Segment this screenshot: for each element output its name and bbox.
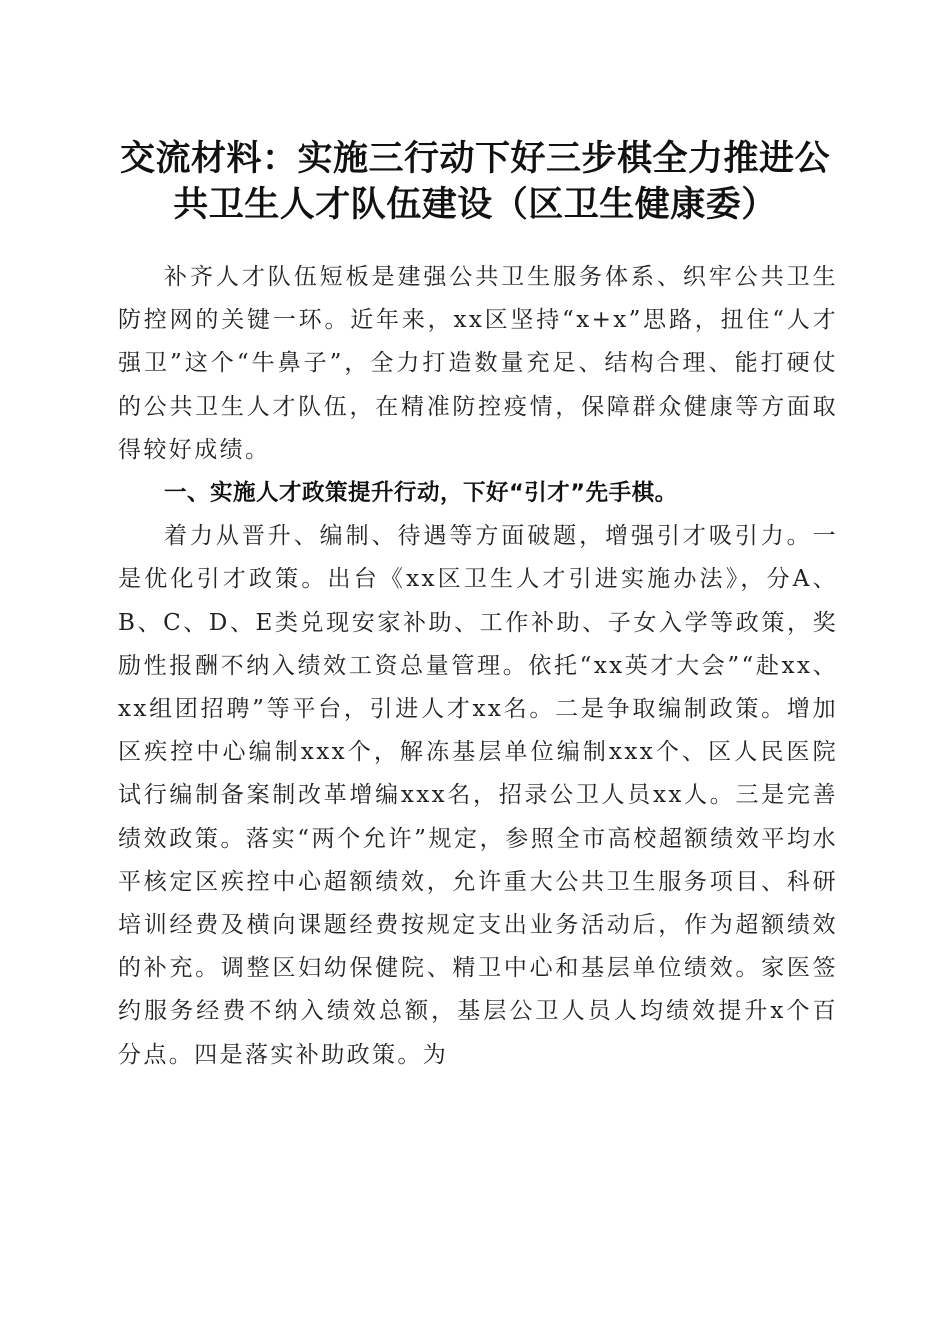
title-line-1: 交流材料：实施三行动下好三步棋全力推进公 — [119, 138, 830, 179]
document-title — [100, 136, 850, 228]
section-1-heading: 一、实施人才政策提升行动，下好“引才”先手棋。 — [164, 480, 678, 507]
section-1-paragraph: 着力从晋升、编制、待遇等方面破题，增强引才吸引力。一是优化引才政策。出台《xx区卫生人才引进实施办法》，分A、B、C、D、E类兑现安家补助、工作补助、子女入学等政策，奖励性报酬不纳入绩效工资总量管理。依托“xx英才大会”“赴xx、xx组团招聘”等平台，引进人才xx名。二是争取编制政策。增加区疾控中心编制xxx个，解冻基层单位编制xxx个、区人民医院试行编制备案制改革增编xxx名，招录公卫人员xx人。三是完善绩效政策。落实“两个允许”规定，参照全市高校超额绩效平均水平核定区疾控中心超额绩效，允许重大公共卫生服务项目、科研培训经费及横向课题经费按规定支出业务活动后，作为超额绩效的补充。调整区妇幼保健院、精卫中心和基层单位绩效。家医签约服务经费不纳入绩效总额，基层公卫人员人均绩效提升x个百分点。四是落实补助政策。为 — [118, 523, 838, 1068]
document-body — [118, 256, 838, 1077]
title-line-2: 共卫生人才队伍建设（区卫生健康委） — [173, 184, 777, 225]
intro-paragraph: 补齐人才队伍短板是建强公共卫生服务体系、织牢公共卫生防控网的关键一环。近年来，xx区坚持“x+x”思路，扭住“人才强卫”这个“牛鼻子”，全力打造数量充足、结构合理、能打硬仗的公共卫生人才队伍，在精准防控疫情，保障群众健康等方面取得较好成绩。 — [118, 264, 838, 463]
